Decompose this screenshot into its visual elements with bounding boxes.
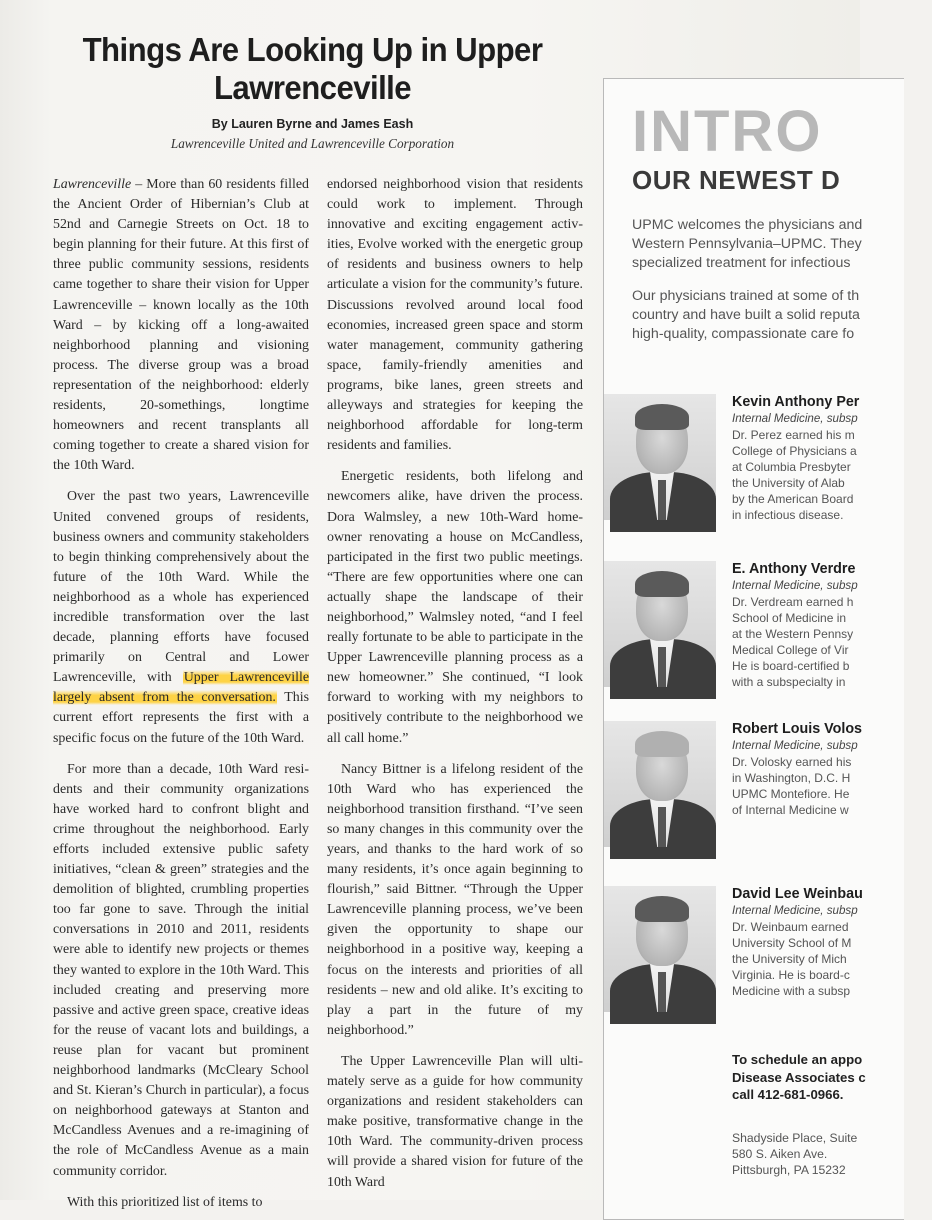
doctor-specialty: Internal Medicine, subsp [732, 904, 858, 917]
doctor-bio-line: College of Physicians a [732, 444, 857, 458]
paragraph-8: The Upper Lawrenceville Plan will ultimately serve as a guide for how community organizations and resident stakeholders can make positive, transformative change in the 10th Ward. The community-driven process will provide a shared vision for future of the 10th Ward [327, 1053, 583, 1190]
paragraph-2-text-a: Over the past two years, Lawrenceville United convened groups of residents, business owners and community stakeholders to begin thinking comprehensively about the future of the 10th Ward. While the neighborhood as a whole has experienced incredible transformation over the last decade, planning efforts have focused primarily on Central and Lower Lawrenceville, with [53, 489, 309, 686]
doctor-bio-line: University School of M [732, 936, 852, 950]
article-column-1 [53, 175, 310, 1210]
ad-address [732, 1130, 857, 1178]
doctor-profile [604, 721, 904, 851]
dateline: Lawrenceville [53, 177, 132, 192]
paragraph-1 [53, 175, 309, 476]
paragraph-5: endorsed neighborhood vision that residents could work to implement. Through innovative and exciting engagement activities, Evolve worked with the energetic group of residents and business owners to help articulate a vision for the community’s future. Discussions revolved around local food economies, increased green space and storm water management, community gathering space, family-friendly amenities and programs, bike lanes, green streets and alleyways and strategies for keeping the neighborhood affordable for long-term residents and families. [327, 177, 583, 454]
paragraph-4: With this prioritized list of items to [67, 1194, 263, 1210]
ad-intro [632, 216, 932, 358]
ad-intro-line: Our physicians trained at some of th [632, 288, 860, 304]
doctor-bio-line: Dr. Verdream earned h [732, 595, 854, 609]
ad-title: INTRO [632, 99, 823, 164]
ad-intro-paragraph-2 [632, 287, 932, 344]
doctor-profile [604, 886, 904, 1016]
ad-contact [732, 1051, 866, 1104]
doctor-bio [732, 427, 932, 523]
ad-intro-line: high-quality, compassionate care fo [632, 326, 855, 342]
highlighted-text: Upper Lawrenceville largely absent from the conversation. [53, 670, 309, 706]
ad-intro-paragraph-1 [632, 216, 932, 273]
ad-address-line: Shadyside Place, Suite [732, 1131, 858, 1145]
ad-phone: call 412-681-0966. [732, 1087, 844, 1102]
doctor-bio-line: Dr. Weinbaum earned [732, 920, 849, 934]
paragraph-7: Nancy Bittner is a lifelong resident of the 10th Ward who has experienced the neighborhood transition firsthand. “I’ve seen so many changes in this community over the years, and thanks to the hard work of so many residents, it’s once again beginning to flourish,” said Bittner. “Through the Upper Lawrenceville planning process, we’ve been given the opportunity to shape our neighborhood in a positive way, keeping a focus on the interests and priorities of all residents – new and old alike. It’s exciting to play a part in the future of my neighborhood.” [327, 761, 583, 1038]
headline-line-2: Lawrenceville [213, 70, 412, 107]
paragraph-2 [53, 487, 309, 748]
author-affiliation: Lawrenceville United and Lawrenceville Corporation [170, 136, 455, 151]
doctor-bio-line: Medical College of Vir [732, 643, 849, 657]
headline [59, 32, 566, 108]
doctor-bio [732, 754, 932, 818]
doctor-photo [604, 394, 716, 520]
doctor-bio-line: at the Western Pennsy [732, 627, 854, 641]
ad-subtitle: OUR NEWEST D [632, 165, 841, 195]
doctor-info [732, 886, 932, 999]
doctor-bio [732, 919, 932, 999]
doctor-bio-line: Dr. Volosky earned his [732, 755, 852, 769]
doctor-specialty: Internal Medicine, subsp [732, 412, 858, 425]
doctor-profile [604, 394, 904, 524]
doctor-photo [604, 886, 716, 1012]
doctor-bio-line: with a subspecialty in [732, 675, 846, 689]
ad-contact-line: To schedule an appo [732, 1052, 863, 1067]
article-header [40, 32, 585, 152]
doctor-specialty: Internal Medicine, subsp [732, 739, 858, 752]
doctor-bio-line: Virginia. He is board-c [732, 968, 850, 982]
ad-intro-line: specialized treatment for infectious [632, 255, 851, 271]
paragraph-1-text: – More than 60 residents filled the Ancient Order of Hibernian’s Club at 52nd and Carnegie Streets on Oct. 18 to begin planning for their future. At this first of three public community sessions, residents came together to share their vision for Upper Lawrenceville – known locally as the 10th Ward – by kicking off a long-awaited neighborhood planning and visioning process. The diverse group was a broad representation of the neighborhood: elderly residents, 20-somethings, longtime homeowners and recent transplants all coming together to create a shared vision for the 10th Ward. [53, 177, 309, 474]
ad-intro-line: UPMC welcomes the physicians and [632, 217, 863, 233]
doctor-info [732, 721, 932, 818]
doctor-info [732, 561, 932, 690]
doctor-bio-line: UPMC Montefiore. He [732, 787, 850, 801]
ad-address-line: 580 S. Aiken Ave. [732, 1147, 828, 1161]
doctor-bio-line: in Washington, D.C. H [732, 771, 851, 785]
doctor-name: E. Anthony Verdre [732, 561, 856, 577]
doctor-profile [604, 561, 904, 691]
upmc-advertisement [603, 78, 904, 1220]
doctor-photo [604, 721, 716, 847]
paragraph-2-text-b: This current effort represents the first with a specific focus on the future of the 10th Ward. [53, 690, 310, 746]
doctor-photo [604, 561, 716, 687]
doctor-bio-line: at Columbia Presbyter [732, 460, 851, 474]
doctor-name: David Lee Weinbau [732, 886, 863, 902]
doctor-name: Robert Louis Volos [732, 721, 862, 737]
article-column-2 [327, 175, 583, 1200]
paragraph-3: For more than a decade, 10th Ward residents and their community organizations have worked hard to confront blight and crime throughout the neighborhood. Early efforts included extensive public safety initiatives, “clean & green” strategies and the demolition of blighted, crumbling properties too far gone to save. Through the initial conversations in 2010 and 2011, residents were able to identify new projects or themes they wanted to explore in the 10th Ward. This included creating and preserving more passive and active green space, creative ideas for the reuse of vacant lots and buildings, a reuse plan for vacant but prominent neighborhood landmarks (McCleary School and St. Kieran’s Church in particular), a focus on neighborhood gateways at Stanton and McCandless Avenues and a re-imagining of the role of McCandless Avenue as a main community corridor. [53, 761, 309, 1179]
headline-line-1: Things Are Looking Up in Upper [82, 32, 543, 69]
doctor-name: Kevin Anthony Per [732, 394, 860, 410]
ad-contact-line: Disease Associates c [732, 1069, 866, 1085]
doctor-specialty: Internal Medicine, subsp [732, 579, 858, 592]
doctor-bio-line: School of Medicine in [732, 611, 847, 625]
doctor-info [732, 394, 932, 523]
paragraph-6: Energetic residents, both lifelong and newcomers alike, have driven the process. Dora Walmsley, a new 10th-Ward homeowner renovating a house on McCandless, participated in the first two public meetings. “There are few opportunities where one can actually shape the landscape of their neighborhood,” Walmsley noted, “and I feel really fortunate to be able to participate in the Upper Lawrenceville planning process as a new homeowner.” She continued, “I look forward to working with my neighbors to positively contribute to the neighborhood we all call home.” [327, 469, 583, 746]
doctor-bio-line: the University of Mich [732, 952, 847, 966]
doctor-bio-line: Medicine with a subsp [732, 984, 851, 998]
doctor-bio-line: the University of Alab [732, 476, 845, 490]
ad-intro-line: Western Pennsylvania–UPMC. They [632, 236, 862, 252]
ad-intro-line: country and have built a solid reputa [632, 307, 860, 323]
doctor-bio-line: He is board-certified b [732, 659, 850, 673]
doctor-bio [732, 594, 932, 690]
byline: By Lauren Byrne and James Eash [211, 117, 414, 131]
ad-address-line: Pittsburgh, PA 15232 [732, 1163, 846, 1177]
doctor-bio-line: Dr. Perez earned his m [732, 428, 855, 442]
doctor-bio-line: by the American Board [732, 492, 854, 506]
doctor-bio-line: in infectious disease. [732, 508, 844, 522]
doctor-bio-line: of Internal Medicine w [732, 803, 849, 817]
